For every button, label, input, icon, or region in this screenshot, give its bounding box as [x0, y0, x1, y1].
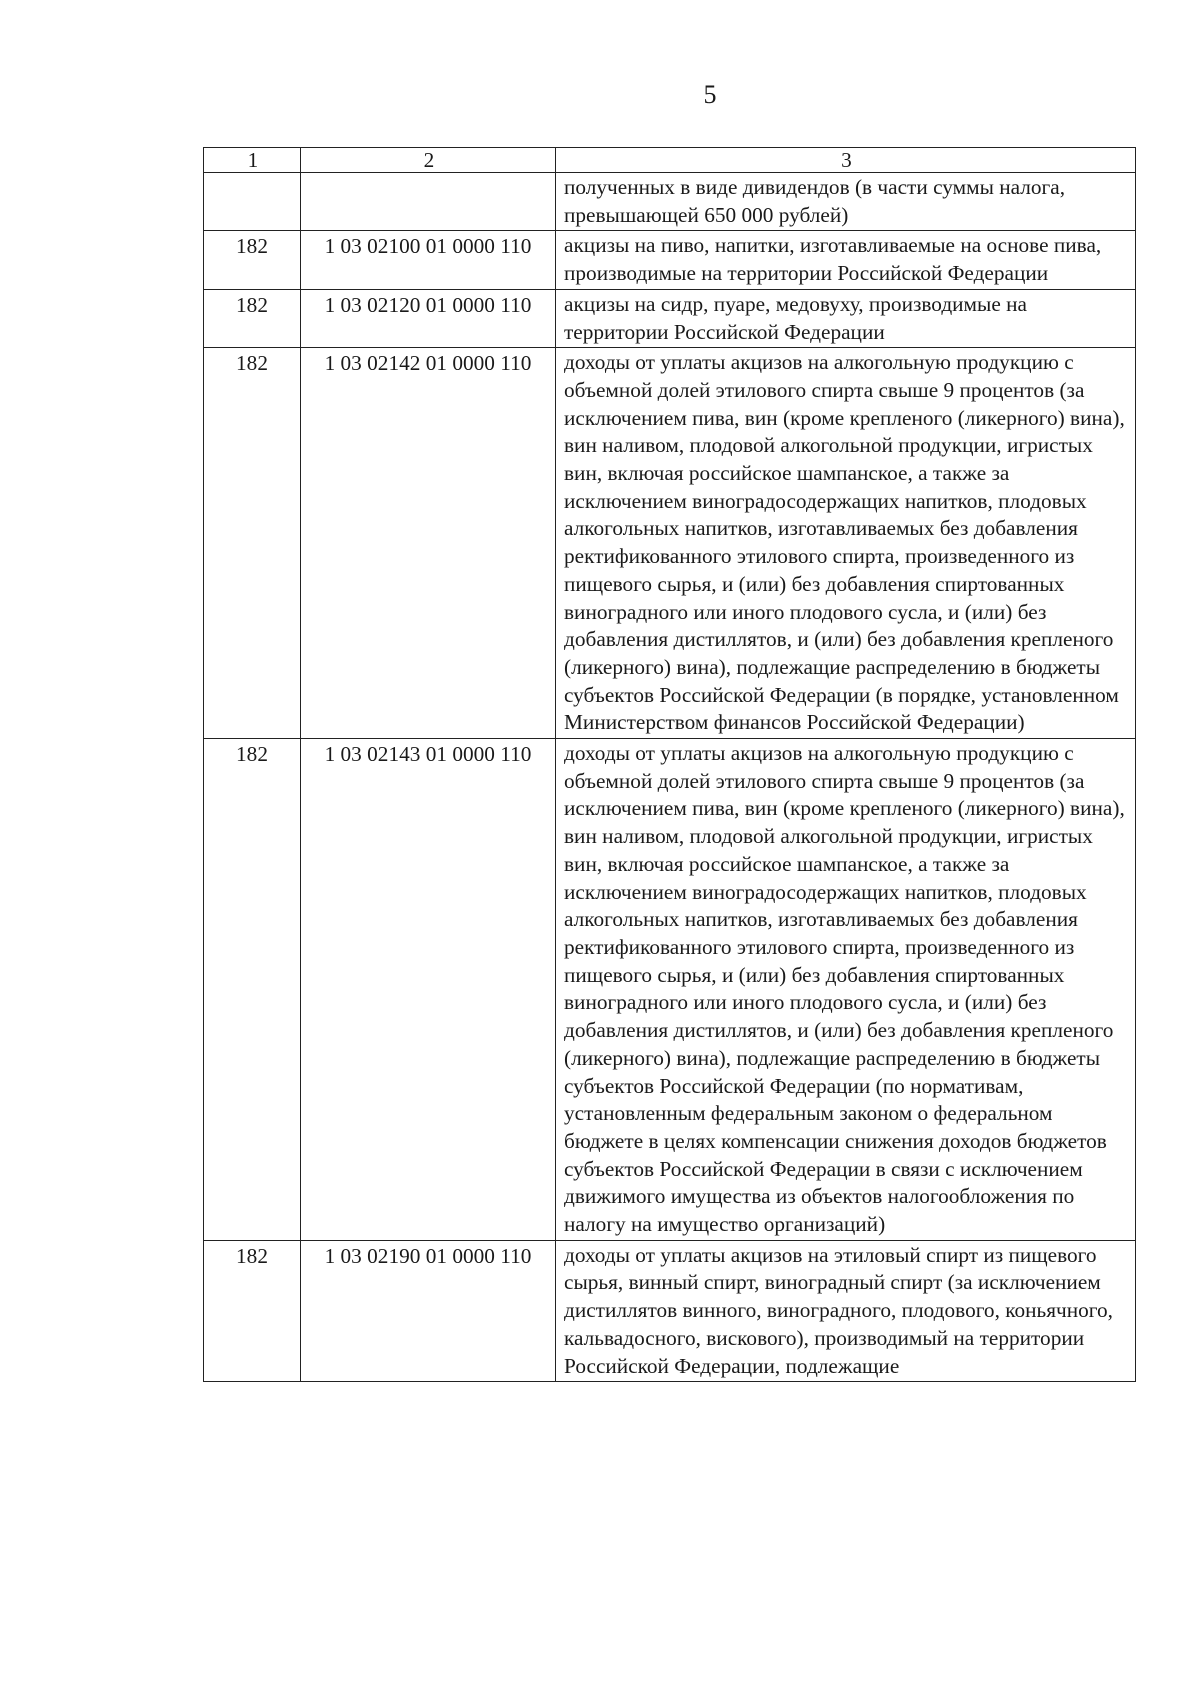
admin-code-cell: 182	[204, 289, 301, 347]
description-cell: полученных в виде дивидендов (в части суммы налога, превышающей 650 000 рублей)	[556, 173, 1136, 231]
kbk-code-cell	[301, 173, 556, 231]
description-cell: доходы от уплаты акцизов на алкогольную продукцию с объемной долей этилового спирта свыше 9 процентов (за исключением пива, вин (кроме крепленого (ликерного) вина), вин наливом, плодовой алкогольной продукции, игристых вин, включая российское шампанское, а также за исключением виноградосодержащих напитков, плодовых алкогольных напитков, изготавливаемых без добавления ректификованного этилового спирта, произведенного из пищевого сырья, и (или) без добавления спиртованных виноградного или иного плодового сусла, и (или) без добавления дистиллятов, и (или) без добавления крепленого (ликерного) вина), подлежащие распределению в бюджеты субъектов Российской Федерации (по нормативам, установленным федеральным законом о федеральном бюджете в целях компенсации снижения доходов бюджетов субъектов Российской Федерации в связи с исключением движимого имущества из объектов налогообложения по налогу на имущество организаций)	[556, 739, 1136, 1241]
budget-codes-table	[203, 147, 1136, 1382]
page-number: 5	[703, 80, 717, 109]
description-cell: акцизы на сидр, пуаре, медовуху, производимые на территории Российской Федерации	[556, 289, 1136, 347]
table-row	[204, 348, 1136, 739]
kbk-code-cell: 1 03 02120 01 0000 110	[301, 289, 556, 347]
column-header-2: 2	[301, 148, 556, 173]
table-header-row	[204, 148, 1136, 173]
admin-code-cell	[204, 173, 301, 231]
table-row	[204, 289, 1136, 347]
kbk-code-cell: 1 03 02100 01 0000 110	[301, 231, 556, 289]
description-cell: акцизы на пиво, напитки, изготавливаемые на основе пива, производимые на территории Российской Федерации	[556, 231, 1136, 289]
table-row	[204, 1240, 1136, 1382]
column-header-3: 3	[556, 148, 1136, 173]
admin-code-cell: 182	[204, 739, 301, 1241]
kbk-code-cell: 1 03 02190 01 0000 110	[301, 1240, 556, 1382]
table-row	[204, 739, 1136, 1241]
kbk-code-cell: 1 03 02142 01 0000 110	[301, 348, 556, 739]
admin-code-cell: 182	[204, 231, 301, 289]
column-header-1: 1	[204, 148, 301, 173]
description-cell: доходы от уплаты акцизов на этиловый спирт из пищевого сырья, винный спирт, виноградный спирт (за исключением дистиллятов винного, виноградного, плодового, коньячного, кальвадосного, вискового), производимый на территории Российской Федерации, подлежащие	[556, 1240, 1136, 1382]
table-row	[204, 173, 1136, 231]
table-row	[204, 231, 1136, 289]
admin-code-cell: 182	[204, 348, 301, 739]
description-cell: доходы от уплаты акцизов на алкогольную продукцию с объемной долей этилового спирта свыше 9 процентов (за исключением пива, вин (кроме крепленого (ликерного) вина), вин наливом, плодовой алкогольной продукции, игристых вин, включая российское шампанское, а также за исключением виноградосодержащих напитков, плодовых алкогольных напитков, изготавливаемых без добавления ректификованного этилового спирта, произведенного из пищевого сырья, и (или) без добавления спиртованных виноградного или иного плодового сусла, и (или) без добавления дистиллятов, и (или) без добавления крепленого (ликерного) вина), подлежащие распределению в бюджеты субъектов Российской Федерации (в порядке, установленном Министерством финансов Российской Федерации)	[556, 348, 1136, 739]
kbk-code-cell: 1 03 02143 01 0000 110	[301, 739, 556, 1241]
admin-code-cell: 182	[204, 1240, 301, 1382]
